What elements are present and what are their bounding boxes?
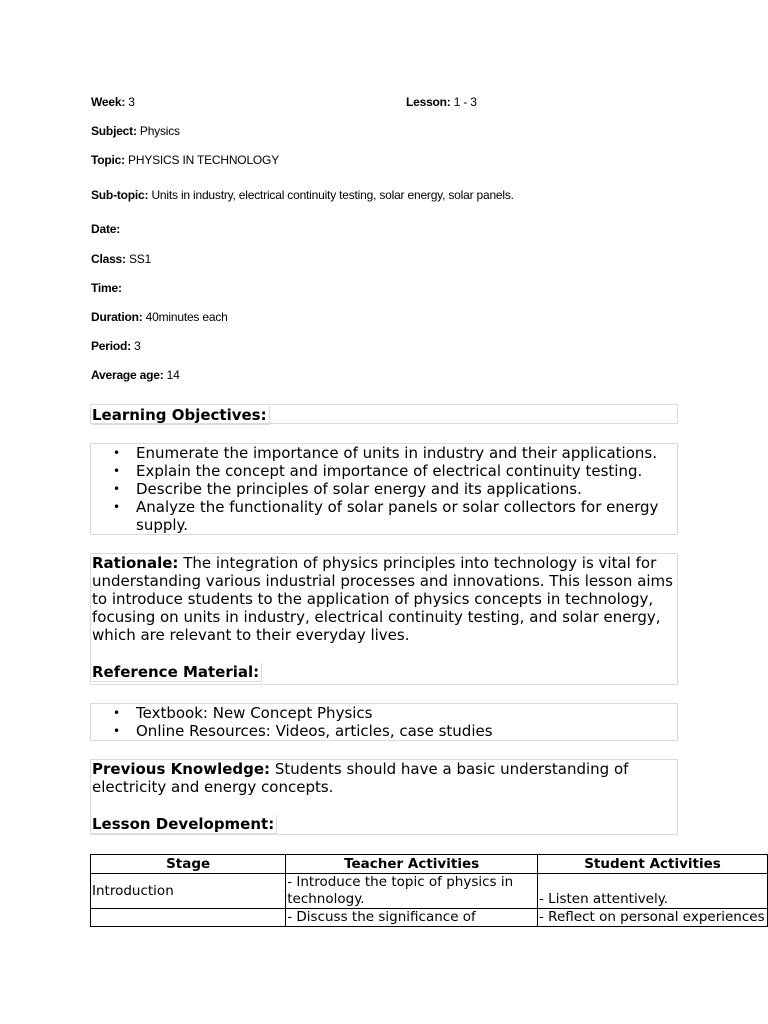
lesson-label: Lesson:: [406, 95, 451, 109]
previous-text: Students should have a basic understanding of electricity and energy concepts.: [92, 760, 629, 796]
rationale-box: [90, 553, 678, 685]
table-cell: - Discuss the significance of: [286, 909, 538, 927]
table-header-row: [91, 855, 768, 874]
table-cell: [91, 909, 286, 927]
topic-line: [91, 153, 279, 167]
objectives-list: [91, 444, 677, 534]
subtopic-label: Sub-topic:: [91, 188, 149, 202]
objectives-heading: Learning Objectives:: [92, 406, 270, 425]
table-cell: - Introduce the topic of physics in technology.: [286, 874, 538, 909]
table-cell: Introduction: [91, 874, 286, 909]
topic-label: Topic:: [91, 153, 125, 167]
table-row: [91, 874, 768, 909]
period-value: 3: [134, 339, 141, 353]
previous-knowledge-box: [90, 759, 678, 835]
class-value: SS1: [128, 252, 152, 266]
duration-value: 40minutes each: [145, 310, 228, 324]
time-line: [91, 281, 122, 295]
column-header: Teacher Activities: [286, 855, 538, 874]
objectives-heading-box: [90, 404, 678, 424]
week-value: 3: [128, 95, 135, 109]
lesson-table: [90, 854, 768, 927]
table-cell: - Listen attentively.: [538, 874, 768, 909]
topic-value: PHYSICS IN TECHNOLOGY: [128, 153, 279, 167]
subtopic-value: Units in industry, electrical continuity testing, solar energy, solar panels.: [151, 188, 514, 202]
reference-heading: Reference Material:: [92, 663, 262, 682]
class-line: [91, 252, 151, 266]
duration-line: [91, 310, 228, 324]
reference-list-box: [90, 703, 678, 741]
rationale-text: The integration of physics principles into technology is vital for understanding various industrial processes and innovations. This lesson aims to introduce students to the application of physics concepts in technology, focusing on units in industry, electrical continuity testing, and solar energy, which are relevant to their everyday lives.: [92, 554, 673, 644]
lesson-line: [406, 95, 477, 109]
reference-list: [91, 704, 677, 740]
subject-value: Physics: [139, 124, 180, 138]
column-header: Stage: [91, 855, 286, 874]
table-row: [91, 909, 768, 927]
development-heading-wrap: [92, 814, 677, 834]
period-line: [91, 339, 141, 353]
subtopic-line: [91, 188, 514, 202]
week-label: Week:: [91, 95, 126, 109]
list-item: • Analyze the functionality of solar panels or solar collectors for energy supply.: [91, 498, 677, 534]
class-label: Class:: [91, 252, 126, 266]
list-item: • Online Resources: Videos, articles, case studies: [91, 722, 677, 740]
week-line: [91, 95, 135, 109]
list-item: • Enumerate the importance of units in industry and their applications.: [91, 444, 677, 462]
list-item: • Explain the concept and importance of electrical continuity testing.: [91, 462, 677, 480]
list-item: • Textbook: New Concept Physics: [91, 704, 677, 722]
lesson-value: 1 - 3: [453, 95, 477, 109]
subject-label: Subject:: [91, 124, 137, 138]
age-line: [91, 368, 180, 382]
previous-heading: Previous Knowledge:: [92, 760, 271, 778]
period-label: Period:: [91, 339, 131, 353]
development-heading: Lesson Development:: [92, 815, 277, 834]
age-value: 14: [166, 368, 180, 382]
table-cell: - Reflect on personal experiences: [538, 909, 768, 927]
objectives-list-box: [90, 443, 678, 535]
list-item: • Describe the principles of solar energy and its applications.: [91, 480, 677, 498]
age-label: Average age:: [91, 368, 164, 382]
duration-label: Duration:: [91, 310, 143, 324]
column-header: Student Activities: [538, 855, 768, 874]
date-line: [91, 222, 120, 236]
date-label: Date:: [91, 222, 121, 236]
time-label: Time:: [91, 281, 122, 295]
previous-paragraph: [92, 760, 677, 796]
reference-heading-wrap: [92, 662, 677, 682]
rationale-heading: Rationale:: [92, 554, 179, 572]
subject-line: [91, 124, 180, 138]
rationale-paragraph: [92, 554, 677, 644]
